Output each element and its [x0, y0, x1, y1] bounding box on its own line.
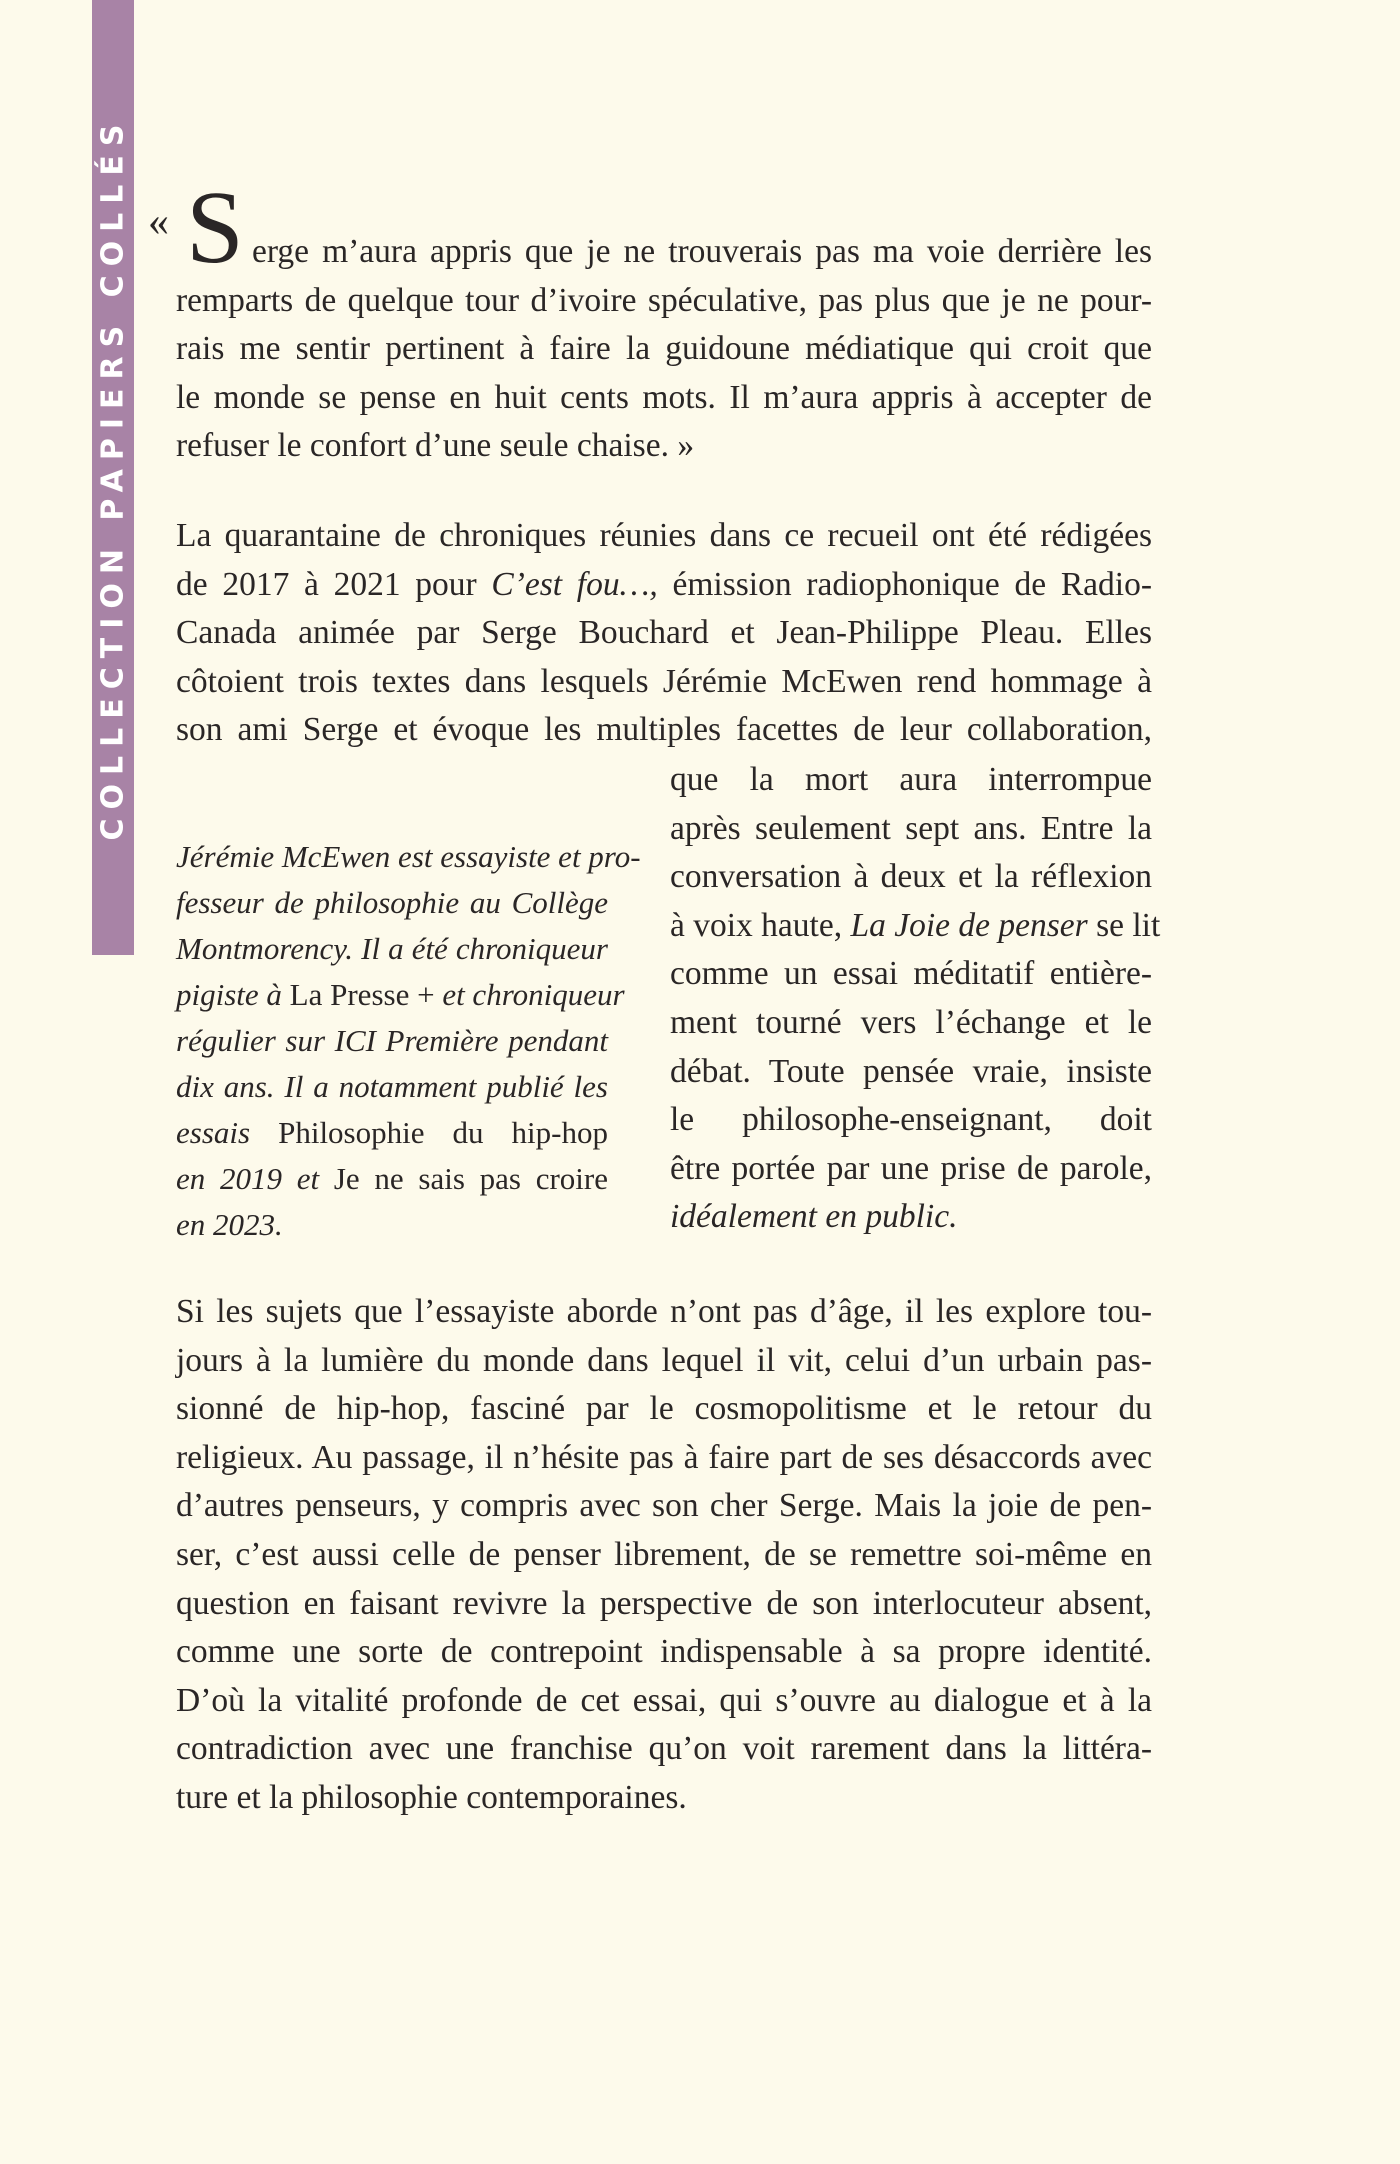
bio-line: en 2019 et Je ne sais pas croire	[176, 1161, 608, 1196]
quote-line: le monde se pense en huit cents mots. Il m’aura appris à accepter de	[176, 378, 1152, 416]
para-line: Si les sujets que l’essayiste aborde n’ont pas d’âge, il les explore tou-	[176, 1293, 1152, 1330]
para-line: d’autres penseurs, y compris avec son cher Serge. Mais la joie de pen-	[176, 1487, 1152, 1525]
collection-name: COLLECTION PAPIERS COLLÉS	[95, 115, 131, 841]
para-line: contradiction avec une franchise qu’on voit rarement dans la littéra-	[176, 1730, 1152, 1768]
para-line: sionné de hip-hop, fasciné par le cosmopolitisme et le retour du	[176, 1390, 1152, 1428]
para-line: Canada animée par Serge Bouchard et Jean-Philippe Pleau. Elles	[176, 614, 1152, 652]
para-line: son ami Serge et évoque les multiples facettes de leur collaboration,	[176, 711, 1152, 749]
book-title: La Joie de penser	[850, 906, 1088, 944]
quote-line: erge m’aura appris que je ne trouverais pas ma voie derrière les	[252, 233, 1152, 270]
para-line: religieux. Au passage, il n’hésite pas à faire part de ses désaccords avec	[176, 1438, 1152, 1476]
description-paragraph-2	[176, 1288, 1152, 1823]
quote-line: rais me sentir pertinent à faire la guidoune médiatique qui croit que	[176, 330, 1152, 368]
para-line: comme un essai méditatif entière-	[670, 955, 1152, 993]
para-line: idéalement en public.	[670, 1198, 958, 1236]
para-line: jours à la lumière du monde dans lequel il vit, celui d’un urbain pas-	[176, 1341, 1152, 1379]
para-line: D’où la vitalité profonde de cet essai, qui s’ouvre au dialogue et à la	[176, 1681, 1152, 1719]
quote-line: remparts de quelque tour d’ivoire spéculative, pas plus que je ne pour-	[176, 281, 1152, 319]
para-line: à voix haute, La Joie de penser se lit	[670, 906, 1161, 944]
para-line: que la mort aura interrompue	[670, 761, 1152, 798]
para-line: le philosophe-enseignant, doit	[670, 1101, 1152, 1139]
para-line: côtoient trois textes dans lesquels Jérémie McEwen rend hommage à	[176, 662, 1152, 700]
bio-line: pigiste à La Presse + et chroniqueur	[176, 977, 625, 1012]
bio-line: dix ans. Il a notamment publié les	[176, 1069, 608, 1104]
author-bio	[176, 834, 641, 1248]
bio-line: essais Philosophie du hip-hop	[176, 1115, 608, 1150]
bio-line: Montmorency. Il a été chroniqueur	[176, 931, 608, 966]
para-line: ment tourné vers l’échange et le	[670, 1003, 1152, 1041]
drop-cap: S	[186, 170, 244, 285]
description-paragraph-1	[176, 512, 1152, 755]
para-line: débat. Toute pensée vraie, insiste	[670, 1052, 1152, 1090]
para-line: ser, c’est aussi celle de penser librement, de se remettre soi-même en	[176, 1535, 1152, 1573]
quote-line: refuser le confort d’une seule chaise. »	[176, 427, 695, 465]
bio-line: régulier sur ICI Première pendant	[176, 1023, 608, 1058]
para-line: comme une sorte de contrepoint indispensable à sa propre identité.	[176, 1633, 1152, 1671]
para-line: être portée par une prise de parole,	[670, 1149, 1152, 1187]
para-line: question en faisant revivre la perspective de son interlocuteur absent,	[176, 1584, 1152, 1622]
para-line: ture et la philosophie contemporaines.	[176, 1778, 687, 1816]
description-paragraph-1-continued	[670, 756, 1161, 1242]
radio-show-title: C’est fou…,	[491, 565, 658, 603]
para-line: de 2017 à 2021 pour C’est fou…, émission radiophonique de Radio-	[176, 565, 1152, 603]
opening-quote-mark: «	[148, 199, 169, 245]
bio-line: Jérémie McEwen est essayiste et pro-	[176, 839, 641, 874]
epigraph-quote	[176, 228, 1152, 471]
para-line: après seulement sept ans. Entre la	[670, 809, 1152, 847]
para-line: conversation à deux et la réflexion	[670, 858, 1152, 896]
para-line: La quarantaine de chroniques réunies dans ce recueil ont été rédigées	[176, 517, 1152, 554]
bio-line: fesseur de philosophie au Collège	[176, 885, 608, 920]
bio-line: en 2023.	[176, 1207, 283, 1242]
